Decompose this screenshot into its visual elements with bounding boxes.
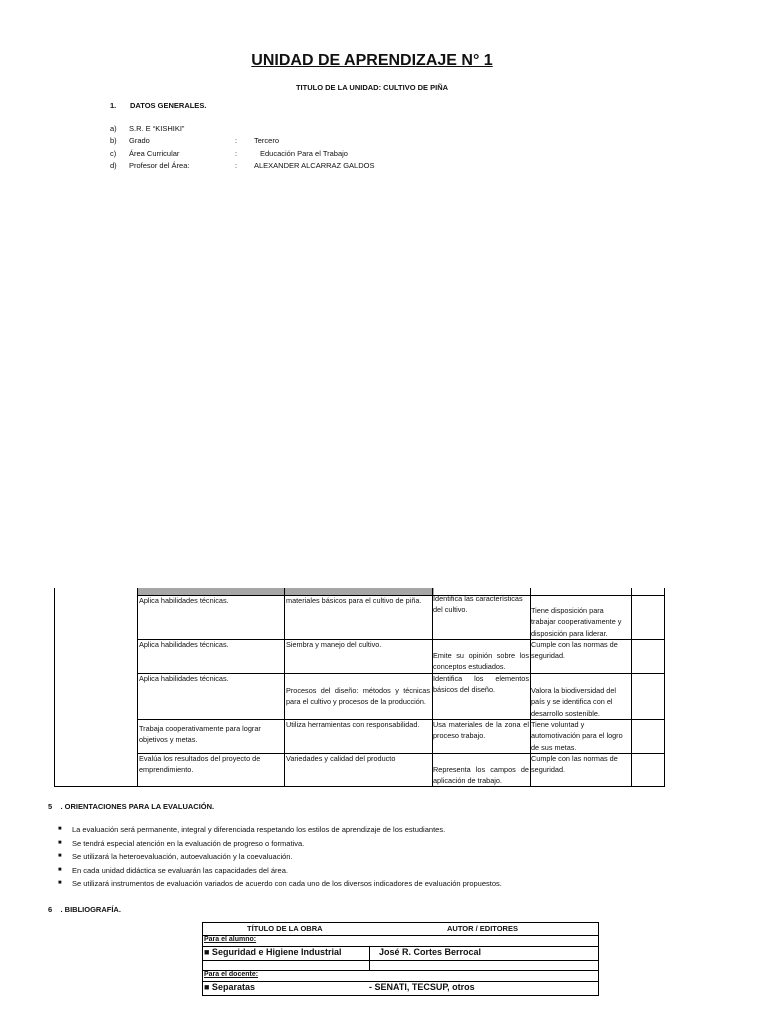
section-1-title: DATOS GENERALES.: [130, 101, 207, 110]
table-cell: Representa los campos de aplicación de trabajo.: [433, 765, 529, 786]
book-author: José R. Cortes Berrocal: [379, 947, 482, 957]
table-cell: Identifica los elementos básicos del diseño.: [433, 674, 529, 695]
section-1-number: 1.: [110, 101, 117, 110]
table-cell: Siembra y manejo del cultivo.: [286, 640, 382, 649]
row-letter: a): [110, 124, 117, 133]
row-colon: :: [235, 161, 238, 171]
table-cell: Usa materiales de la zona el proceso trabajo.: [433, 720, 529, 741]
bibliography-header-row: [203, 923, 598, 935]
row-letter: b): [110, 136, 117, 146]
table-cell: Trabaja cooperativamente para lograr objetivos y metas.: [139, 724, 261, 745]
column-divider: [631, 588, 632, 786]
table-cell: Aplica habilidades técnicas.: [139, 674, 229, 683]
bullet-text: Se utilizará la heteroevaluación, autoevaluación y la coevaluación.: [72, 852, 293, 862]
row-colon: :: [235, 148, 238, 158]
competencies-table: [54, 588, 665, 787]
section-5-title: . ORIENTACIONES PARA LA EVALUACIÓN.: [60, 802, 215, 811]
table-cell: Identifica las características del cultivo.: [433, 594, 523, 615]
column-divider: [369, 947, 370, 960]
unit-subtitle: TITULO DE LA UNIDAD: CULTIVO DE PIÑA: [295, 83, 449, 92]
table-cell: Valora la biodiversidad del país y se identifica con el desarrollo sostenible.: [531, 686, 617, 718]
row-value: Educación Para el Trabajo: [260, 148, 348, 158]
bullet-text: Se tendrá especial atención en la evaluación de progreso o formativa.: [72, 838, 305, 848]
general-data-row: [110, 160, 374, 172]
bullet-text: En cada unidad didáctica se evaluarán las capacidades del área.: [72, 865, 288, 875]
general-data-row: [110, 123, 374, 135]
row-letter: d): [110, 161, 117, 171]
section-1-heading: [110, 101, 206, 110]
list-item: [58, 877, 502, 891]
table-cell: Aplica habilidades técnicas.: [139, 640, 229, 649]
column-divider: [284, 588, 285, 786]
table-cell: Cumple con las normas de seguridad.: [531, 640, 618, 661]
section-6-number: 6: [48, 905, 53, 914]
row-letter: c): [110, 148, 117, 158]
bibliography-subheader-row: [203, 935, 598, 946]
bullet-text: La evaluación será permanente, integral y diferenciada respetando los estilos de aprendizaje de los estudiantes.: [72, 825, 446, 834]
row-label: S.R. E “KISHIKI”: [129, 124, 185, 133]
section-6-title: . BIBLIOGRAFÍA.: [60, 905, 121, 914]
table-cell: Procesos del diseño: métodos y técnicas para el cultivo y procesos de la producción.: [286, 686, 430, 707]
bullet-square-icon: ■: [58, 880, 62, 887]
column-divider: [137, 588, 138, 786]
bibliography-row: [203, 946, 598, 960]
teacher-label: Para el docente:: [204, 971, 259, 978]
column-header-author: AUTOR / EDITORES: [447, 924, 518, 933]
row-label: Área Curricular: [129, 148, 180, 158]
list-item: [58, 837, 502, 851]
section-5-number: 5: [48, 802, 53, 811]
table-gray-header-band: [138, 588, 434, 595]
book-title: ■ Separatas: [204, 982, 255, 992]
list-item: [58, 864, 502, 878]
section-6-heading: [48, 905, 121, 914]
row-value: ALEXANDER ALCARRAZ GALDOS: [254, 161, 375, 171]
list-item: [58, 850, 502, 864]
row-colon: :: [235, 136, 238, 146]
section-5-heading: [48, 802, 214, 811]
table-cell: Aplica habilidades técnicas.: [139, 596, 229, 605]
general-data-list: [110, 123, 374, 173]
column-header-title: TÍTULO DE LA OBRA: [247, 924, 323, 933]
bullet-text: Se utilizará instrumentos de evaluación variados de acuerdo con cada uno de los diversos indicadores de evaluación propuestos.: [72, 879, 502, 889]
bullet-square-icon: ■: [58, 853, 62, 860]
column-divider: [369, 961, 370, 970]
bibliography-subheader-row: [203, 970, 598, 981]
row-label: Profesor del Área:: [129, 161, 190, 171]
table-cell: Tiene disposición para trabajar cooperativamente y disposición para liderar.: [531, 606, 622, 638]
table-cell: Evalúa los resultados del proyecto de emprendimiento.: [139, 754, 261, 775]
row-value: Tercero: [254, 136, 280, 146]
table-cell: Variedades y calidad del producto: [286, 754, 396, 763]
table-cell: Cumple con las normas de seguridad.: [531, 754, 618, 775]
evaluation-bullet-list: [58, 823, 502, 891]
student-label: Para el alumno:: [204, 936, 257, 943]
row-label: Grado: [129, 136, 150, 146]
bullet-square-icon: ■: [58, 839, 62, 846]
page-title: UNIDAD DE APRENDIZAJE N° 1: [251, 52, 493, 69]
general-data-row: [110, 148, 374, 160]
book-title: ■ Seguridad e Higiene Industrial: [204, 947, 342, 957]
bibliography-spacer-row: [203, 960, 598, 970]
bibliography-row: [203, 981, 598, 995]
bibliography-table: [202, 922, 599, 996]
table-cell: Emite su opinión sobre los conceptos estudiados.: [433, 651, 529, 672]
general-data-row: [110, 135, 374, 147]
book-author: - SENATI, TECSUP, otros: [369, 982, 475, 992]
table-cell: Tiene voluntad y automotivación para el logro de sus metas.: [531, 720, 623, 752]
bullet-square-icon: ■: [58, 866, 62, 873]
table-cell: Utiliza herramientas con responsabilidad.: [286, 720, 420, 729]
bullet-square-icon: ■: [58, 826, 62, 832]
list-item: [58, 823, 502, 837]
table-cell: materiales básicos para el cultivo de piña.: [286, 596, 422, 605]
